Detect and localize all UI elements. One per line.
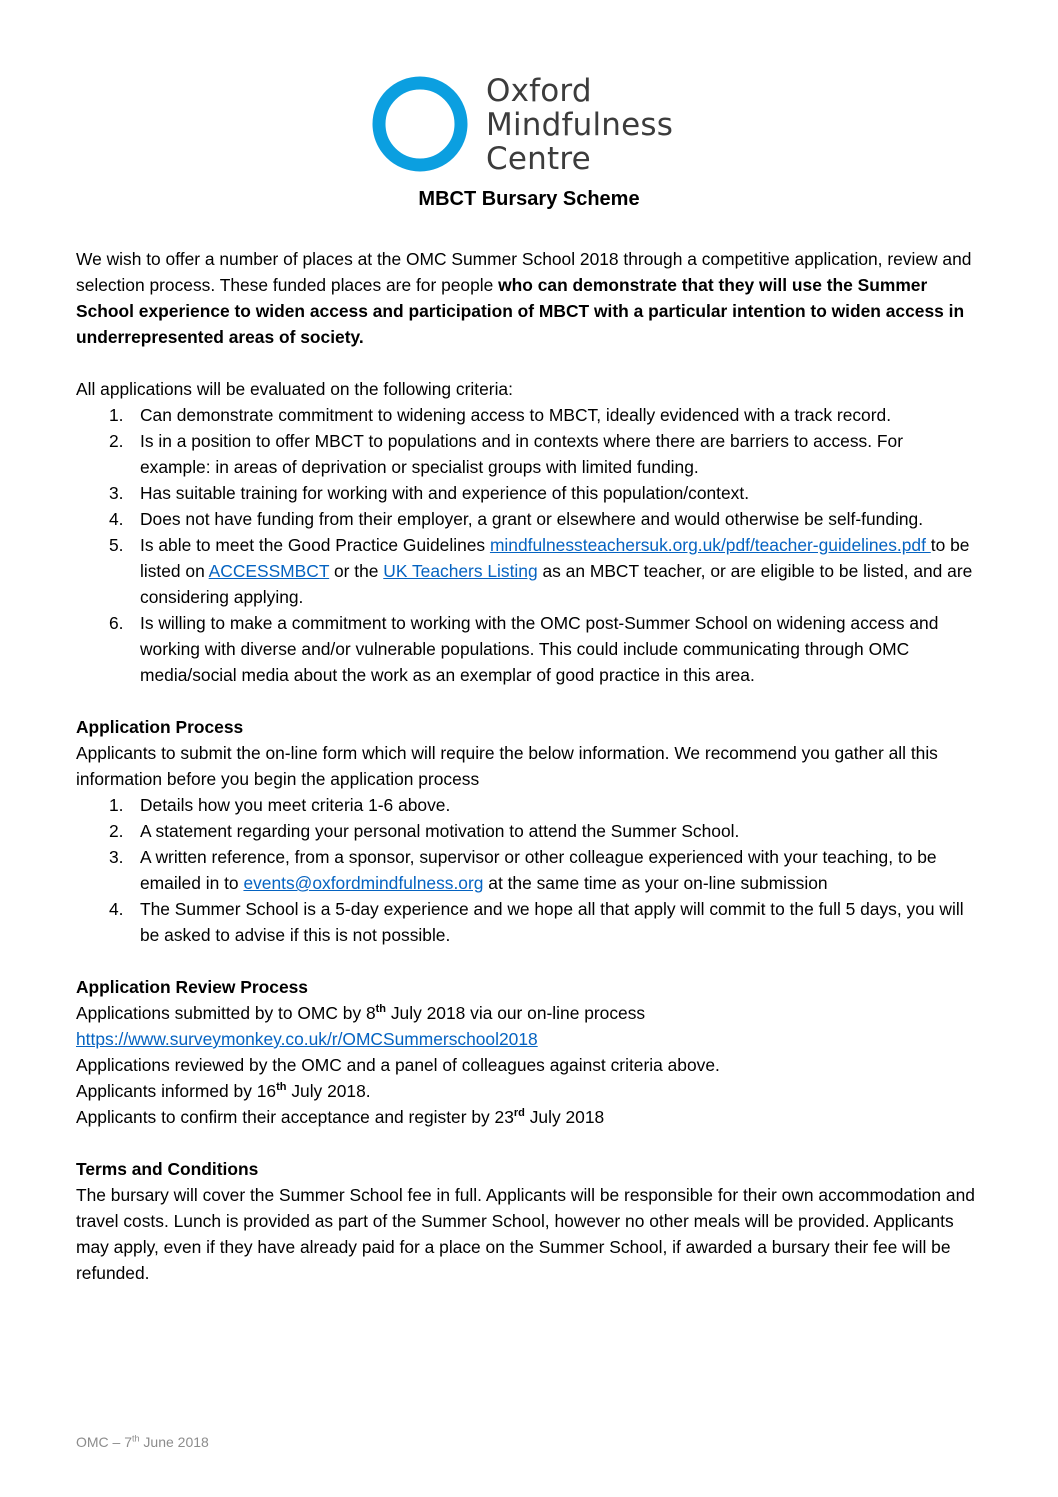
list-item xyxy=(76,896,976,948)
list-number: 4. xyxy=(109,899,124,919)
ordinal-suffix: rd xyxy=(513,1107,525,1120)
logo-ring-icon xyxy=(372,76,472,176)
list-item xyxy=(76,792,976,818)
list-item-text: to be listed on xyxy=(140,535,970,581)
ordinal-suffix: th xyxy=(132,1433,140,1444)
list-number: 3. xyxy=(109,483,124,503)
list-item xyxy=(76,818,976,844)
intro-paragraph xyxy=(76,246,976,350)
review-text: July 2018. xyxy=(286,1081,371,1101)
list-item xyxy=(76,532,976,610)
review-link-line xyxy=(76,1026,976,1052)
list-item-text: Does not have funding from their employer, a grant or elsewhere and would otherwise be self-funding. xyxy=(140,509,924,529)
list-item xyxy=(76,844,976,896)
list-item-text: or the xyxy=(329,561,384,581)
surveymonkey-link[interactable]: https://www.surveymonkey.co.uk/r/OMCSummerschool2018 xyxy=(76,1029,538,1049)
list-item-text: Is able to meet the Good Practice Guidelines xyxy=(140,535,490,555)
list-item xyxy=(76,402,976,428)
terms-paragraph: The bursary will cover the Summer School fee in full. Applicants will be responsible for their own accommodation and travel costs. Lunch is provided as part of the Summer School, however no other meals will be provided. Applicants may apply, even if they have already paid for a place on the Summer School, if awarded a bursary their fee will be refunded. xyxy=(76,1185,975,1283)
logo-line-1: Oxford xyxy=(486,73,592,109)
list-item xyxy=(76,480,976,506)
review-line-1 xyxy=(76,1000,976,1026)
list-item-text: at the same time as your on-line submission xyxy=(483,873,828,893)
list-item xyxy=(76,610,976,688)
omc-logo xyxy=(372,74,702,180)
logo-line-3: Centre xyxy=(486,141,591,177)
uk-teachers-listing-link[interactable]: UK Teachers Listing xyxy=(383,561,538,581)
page-footer xyxy=(76,1434,209,1450)
review-text: July 2018 via our on-line process xyxy=(386,1003,646,1023)
criteria-heading: All applications will be evaluated on the following criteria: xyxy=(76,379,513,399)
logo-wordmark xyxy=(486,74,673,176)
review-text: Applications submitted by to OMC by 8 xyxy=(76,1003,376,1023)
review-line-2: Applications reviewed by the OMC and a panel of colleagues against criteria above. xyxy=(76,1055,720,1075)
document-title: MBCT Bursary Scheme xyxy=(418,188,640,210)
list-item xyxy=(76,428,976,480)
footer-text: June 2018 xyxy=(139,1434,209,1450)
intro-text: We wish to offer a number of places at the OMC Summer School 2018 through a competitive application, review and selection process. These funded places are for people xyxy=(76,249,972,295)
terms-heading: Terms and Conditions xyxy=(76,1159,259,1179)
review-process-heading: Application Review Process xyxy=(76,977,308,997)
list-number: 2. xyxy=(109,821,124,841)
criteria-list xyxy=(76,402,976,688)
footer-text: OMC – 7 xyxy=(76,1434,133,1450)
application-process-heading: Application Process xyxy=(76,717,244,737)
list-number: 6. xyxy=(109,613,124,633)
list-item-text: Has suitable training for working with and experience of this population/context. xyxy=(140,483,750,503)
list-item-text: Can demonstrate commitment to widening access to MBCT, ideally evidenced with a track record. xyxy=(140,405,892,425)
review-line-4 xyxy=(76,1104,976,1130)
list-item-text: The Summer School is a 5-day experience and we hope all that apply will commit to the full 5 days, you will be asked to advise if this is not possible. xyxy=(140,899,964,945)
ordinal-suffix: th xyxy=(276,1081,287,1094)
review-line-3 xyxy=(76,1078,976,1104)
list-item-text: Details how you meet criteria 1-6 above. xyxy=(140,795,451,815)
list-number: 3. xyxy=(109,847,124,867)
list-item xyxy=(76,506,976,532)
document-body xyxy=(76,246,976,1286)
application-process-list xyxy=(76,792,976,948)
guidelines-link[interactable]: mindfulnessteachersuk.org.uk/pdf/teacher-guidelines.pdf xyxy=(489,535,931,555)
list-number: 4. xyxy=(109,509,124,529)
list-number: 1. xyxy=(109,405,124,425)
review-text: July 2018 xyxy=(524,1107,605,1127)
list-number: 1. xyxy=(109,795,124,815)
list-item-text: A written reference, from a sponsor, supervisor or other colleague experienced with your teaching, to be emailed in to xyxy=(140,847,937,893)
intro-bold-text: who can demonstrate that they will use the Summer School experience to widen access and participation of MBCT with a particular intention to widen access in underrepresented areas of society. xyxy=(76,275,965,347)
application-process-intro: Applicants to submit the on-line form which will require the below information. We recommend you gather all this information before you begin the application process xyxy=(76,743,938,789)
ordinal-suffix: th xyxy=(375,1003,387,1016)
list-item-text: Is willing to make a commitment to working with the OMC post-Summer School on widening access and working with diverse and/or vulnerable populations. This could include communicating through OMC media/social media about the work as an exemplar of good practice in this area. xyxy=(140,613,939,685)
logo-line-2: Mindfulness xyxy=(486,107,674,143)
review-text: Applicants to confirm their acceptance and register by 23 xyxy=(76,1107,514,1127)
events-email-link[interactable]: events@oxfordmindfulness.org xyxy=(243,873,484,893)
list-item-text: A statement regarding your personal motivation to attend the Summer School. xyxy=(140,821,740,841)
list-item-text: Is in a position to offer MBCT to populations and in contexts where there are barriers to access. For example: in areas of deprivation or specialist groups with limited funding. xyxy=(140,431,903,477)
list-number: 5. xyxy=(109,535,124,555)
list-item-text: as an MBCT teacher, or are eligible to be listed, and are considering applying. xyxy=(140,561,973,607)
review-text: Applicants informed by 16 xyxy=(76,1081,277,1101)
accessmbct-link[interactable]: ACCESSMBCT xyxy=(208,561,330,581)
list-number: 2. xyxy=(109,431,124,451)
